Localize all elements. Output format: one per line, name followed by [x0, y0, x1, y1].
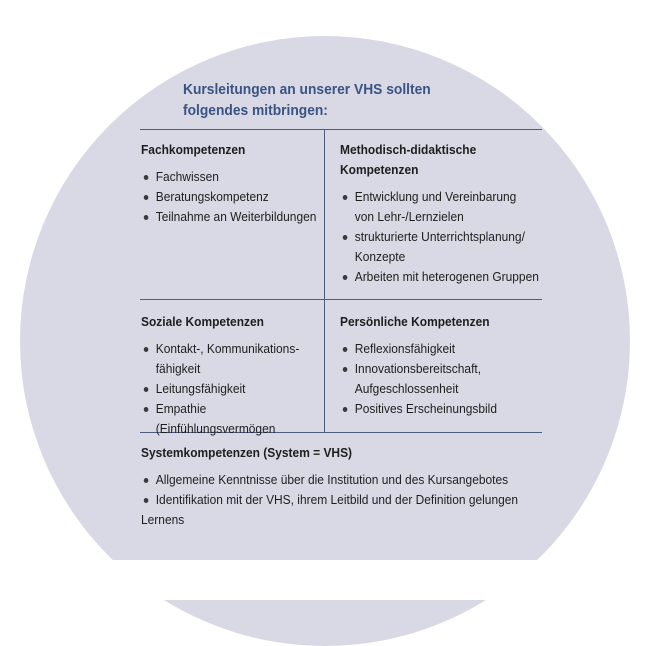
quadrant-heading: Persönliche Kompetenzen	[340, 314, 490, 329]
list-item: Teilnahme an Weiterbildungen	[141, 207, 325, 227]
item-line: Kontakt-, Kommunikations-	[155, 341, 300, 356]
item-line: Lernens	[141, 512, 185, 527]
item-line: Leitungsfähigkeit	[155, 381, 246, 396]
list-item	[141, 490, 537, 530]
top-crop	[0, 0, 655, 36]
heading-line: Methodisch-didaktische	[340, 142, 477, 157]
divider-middle	[140, 299, 542, 300]
item-list	[141, 167, 325, 227]
title-line-1: Kursleitungen an unserer VHS sollten	[183, 81, 431, 98]
list-item	[340, 339, 552, 359]
list-item	[141, 470, 537, 490]
item-line: von Lehr-/Lernzielen	[354, 209, 464, 224]
item-line: Arbeiten mit heterogenen Gruppen	[354, 269, 539, 284]
item-list	[141, 470, 537, 530]
item-line: fähigkeit	[155, 361, 201, 376]
title-line-2: folgendes mitbringen:	[183, 102, 328, 119]
divider-top	[140, 129, 542, 130]
list-item	[141, 339, 325, 379]
item-list	[340, 187, 552, 287]
list-item	[340, 227, 552, 267]
quadrant-heading	[340, 140, 552, 180]
list-item	[340, 267, 552, 287]
item-list	[340, 339, 552, 419]
item-line: strukturierte Unterrichtsplanung/	[354, 229, 525, 244]
item-line: Empathie (Einfühlungsvermögen	[155, 401, 276, 436]
item-line: Aufgeschlossenheit	[354, 381, 459, 396]
list-item	[340, 359, 552, 399]
item-line: Entwicklung und Vereinbarung	[354, 189, 517, 204]
quadrant-fachkompetenzen	[141, 140, 325, 227]
quadrant-heading: Fachkompetenzen	[141, 142, 246, 157]
quadrant-persoenliche-kompetenzen	[340, 312, 552, 419]
item-line: Reflexionsfähigkeit	[354, 341, 456, 356]
list-item	[141, 399, 325, 439]
item-line: Innovationsbereitschaft,	[354, 361, 482, 376]
heading-line: Kompetenzen	[340, 162, 419, 177]
list-item	[340, 187, 552, 227]
bottom-crop	[0, 560, 655, 600]
list-item	[141, 379, 325, 399]
section-heading: Systemkompetenzen (System = VHS)	[141, 445, 353, 460]
item-line: Konzepte	[354, 249, 406, 264]
item-list	[141, 339, 325, 439]
quadrant-methodisch-didaktisch	[340, 140, 552, 287]
quadrant-soziale-kompetenzen	[141, 312, 325, 439]
list-item: Beratungskompetenz	[141, 187, 325, 207]
item-line: Positives Erscheinungsbild	[354, 401, 497, 416]
diagram-title	[183, 79, 477, 121]
section-systemkompetenzen	[141, 443, 537, 530]
list-item: Fachwissen	[141, 167, 325, 187]
item-line: Allgemeine Kenntnisse über die Institution und des Kursangebotes	[155, 472, 509, 487]
quadrant-heading: Soziale Kompetenzen	[141, 314, 264, 329]
item-line: Identifikation mit der VHS, ihrem Leitbild und der Definition gelungen	[155, 492, 519, 507]
list-item	[340, 399, 552, 419]
